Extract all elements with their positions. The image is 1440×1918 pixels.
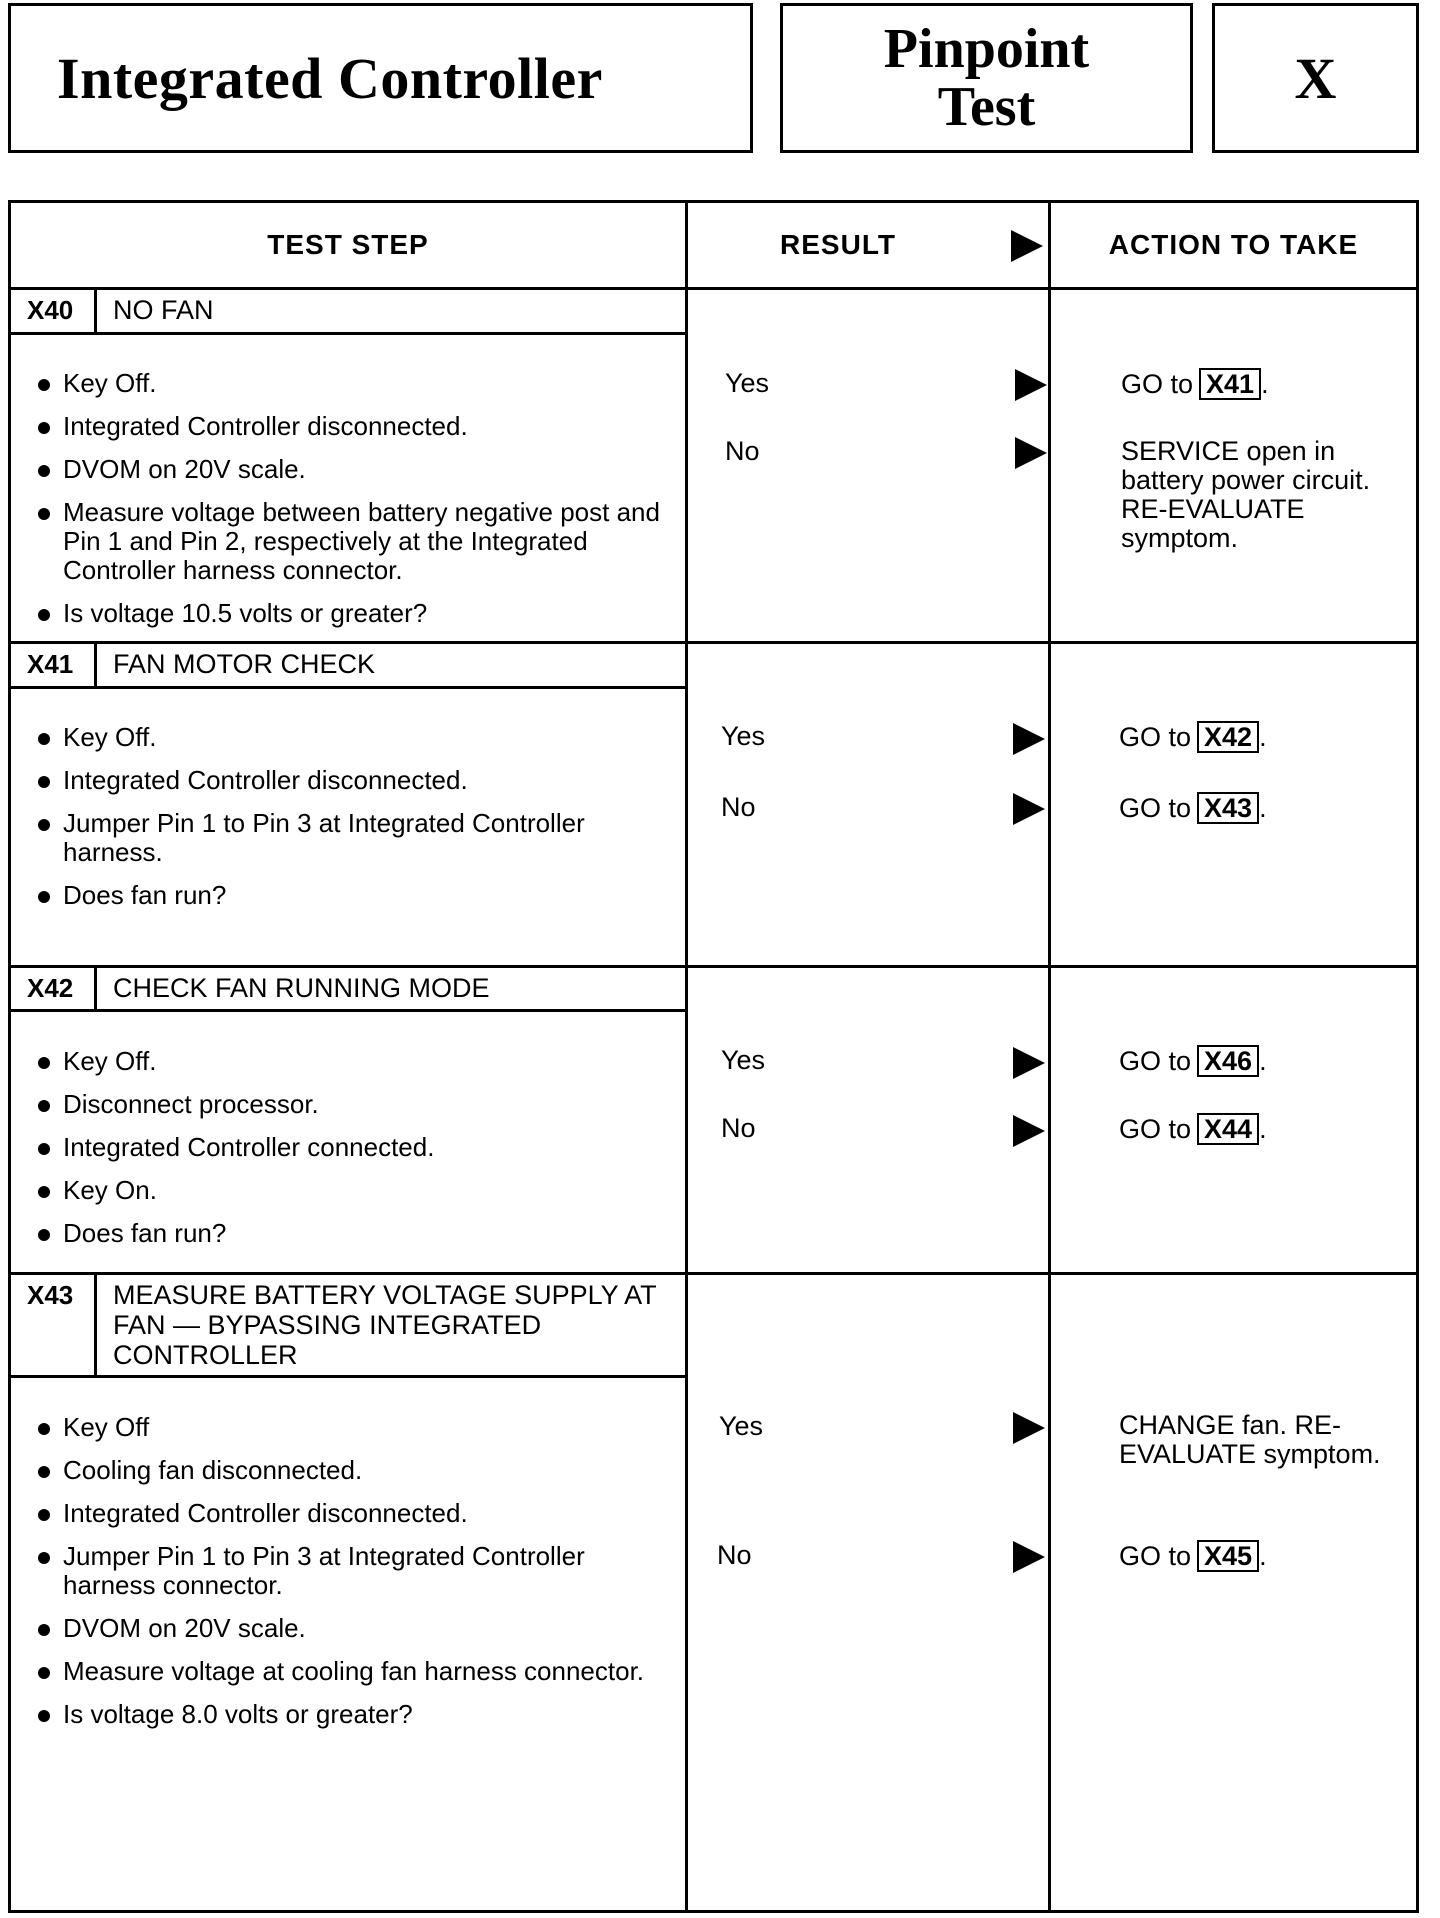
list-item: Does fan run?	[35, 881, 675, 910]
action-label: GO to	[1119, 722, 1192, 752]
result-arrow-icon	[1013, 1541, 1045, 1573]
step-id-divider	[94, 965, 97, 1012]
action-text	[1119, 792, 1267, 824]
step-reference: X43	[1197, 792, 1259, 824]
step-reference: X45	[1197, 1540, 1259, 1572]
step-bullets	[35, 369, 675, 642]
column-header-action	[1051, 203, 1416, 287]
list-item: DVOM on 20V scale.	[35, 455, 675, 484]
result-yes: Yes	[725, 368, 770, 398]
step-bullets	[35, 1047, 675, 1262]
pinpoint-table	[8, 200, 1419, 1913]
action-label: GO to	[1119, 1541, 1192, 1571]
list-item: Does fan run?	[35, 1219, 675, 1248]
step-title: CHECK FAN RUNNING MODE	[113, 973, 490, 1003]
list-item: Key Off.	[35, 369, 675, 398]
action-text	[1119, 1113, 1267, 1145]
step-reference: X44	[1197, 1113, 1259, 1145]
action-end: .	[1259, 793, 1267, 823]
list-item: Integrated Controller disconnected.	[35, 766, 675, 795]
step-reference: X41	[1199, 368, 1261, 400]
step-title-rule	[11, 686, 685, 689]
action-text	[1119, 1540, 1267, 1572]
column-header-result	[688, 203, 1048, 287]
result-yes: Yes	[721, 721, 766, 751]
list-item: Disconnect processor.	[35, 1090, 675, 1119]
step-id: X41	[27, 649, 74, 679]
action-text	[1119, 1045, 1267, 1077]
pinpoint-test-label	[780, 3, 1193, 153]
list-item: Integrated Controller disconnected.	[35, 1499, 675, 1528]
step-id: X42	[27, 973, 74, 1003]
column-header-text: TEST STEP	[267, 229, 429, 260]
document-title	[8, 3, 753, 153]
column-header-text: ACTION TO TAKE	[1108, 229, 1359, 260]
result-no: No	[721, 1113, 756, 1143]
column-divider	[1048, 203, 1051, 1910]
test-letter-text: X	[1294, 45, 1337, 111]
action-label: GO to	[1119, 1114, 1192, 1144]
step-title-rule	[11, 1009, 685, 1012]
action-end: .	[1259, 1114, 1267, 1144]
result-no: No	[721, 792, 756, 822]
result-arrow-icon	[1013, 1047, 1045, 1079]
action-text: CHANGE fan. RE-EVALUATE symptom.	[1119, 1410, 1381, 1469]
list-item: Jumper Pin 1 to Pin 3 at Integrated Controller harness.	[35, 809, 675, 867]
pinpoint-line1: Pinpoint	[883, 18, 1090, 80]
list-item: Is voltage 10.5 volts or greater?	[35, 599, 675, 628]
result-arrow-icon	[1013, 1115, 1045, 1147]
result-arrow-icon	[1013, 723, 1045, 755]
list-item: Key On.	[35, 1176, 675, 1205]
test-letter	[1212, 3, 1419, 153]
step-reference: X46	[1197, 1045, 1259, 1077]
step-title: MEASURE BATTERY VOLTAGE SUPPLY AT FAN — BYPASSING INTEGRATED CONTROLLER	[113, 1280, 657, 1370]
action-end: .	[1259, 1046, 1267, 1076]
result-arrow-icon	[1011, 230, 1043, 262]
list-item: Key Off.	[35, 723, 675, 752]
step-id: X40	[27, 295, 74, 325]
list-item: Jumper Pin 1 to Pin 3 at Integrated Controller harness connector.	[35, 1542, 675, 1600]
result-no: No	[725, 436, 760, 466]
action-end: .	[1261, 369, 1269, 399]
step-id: X43	[27, 1280, 74, 1310]
step-id-divider	[94, 287, 97, 335]
action-end: .	[1259, 722, 1267, 752]
column-header-text: RESULT	[780, 229, 896, 260]
result-yes: Yes	[719, 1411, 764, 1441]
step-title-rule	[11, 1375, 685, 1378]
column-header-test-step	[11, 203, 685, 287]
result-arrow-icon	[1013, 793, 1045, 825]
list-item: DVOM on 20V scale.	[35, 1614, 675, 1643]
header-rule	[11, 287, 1416, 290]
action-label: GO to	[1119, 793, 1192, 823]
action-end: .	[1259, 1541, 1267, 1571]
result-no: No	[717, 1540, 752, 1570]
action-label: GO to	[1121, 369, 1194, 399]
list-item: Measure voltage at cooling fan harness connector.	[35, 1657, 675, 1686]
action-label: GO to	[1119, 1046, 1192, 1076]
action-text: SERVICE open in battery power circuit. RE-EVALUATE symptom.	[1121, 436, 1371, 553]
result-arrow-icon	[1013, 1412, 1045, 1444]
pinpoint-line2: Test	[937, 76, 1036, 138]
result-yes: Yes	[721, 1045, 766, 1075]
title-text: Integrated Controller	[57, 45, 603, 111]
step-bullets	[35, 723, 675, 924]
list-item: Key Off	[35, 1413, 675, 1442]
step-reference: X42	[1197, 721, 1259, 753]
section-rule	[11, 965, 1416, 968]
list-item: Is voltage 8.0 volts or greater?	[35, 1700, 675, 1729]
column-divider	[685, 203, 688, 1910]
list-item: Cooling fan disconnected.	[35, 1456, 675, 1485]
step-id-divider	[94, 641, 97, 689]
list-item: Key Off.	[35, 1047, 675, 1076]
step-id-divider	[94, 1272, 97, 1378]
list-item: Integrated Controller disconnected.	[35, 412, 675, 441]
step-title: NO FAN	[113, 295, 214, 325]
action-text	[1119, 721, 1267, 753]
result-arrow-icon	[1015, 437, 1047, 469]
result-arrow-icon	[1015, 369, 1047, 401]
step-bullets	[35, 1413, 675, 1743]
action-text	[1121, 368, 1269, 400]
step-title: FAN MOTOR CHECK	[113, 649, 376, 679]
list-item: Measure voltage between battery negative post and Pin 1 and Pin 2, respectively at the Integrated Controller harness connector.	[35, 498, 675, 585]
step-title-rule	[11, 332, 685, 335]
section-rule	[11, 1272, 1416, 1275]
list-item: Integrated Controller connected.	[35, 1133, 675, 1162]
